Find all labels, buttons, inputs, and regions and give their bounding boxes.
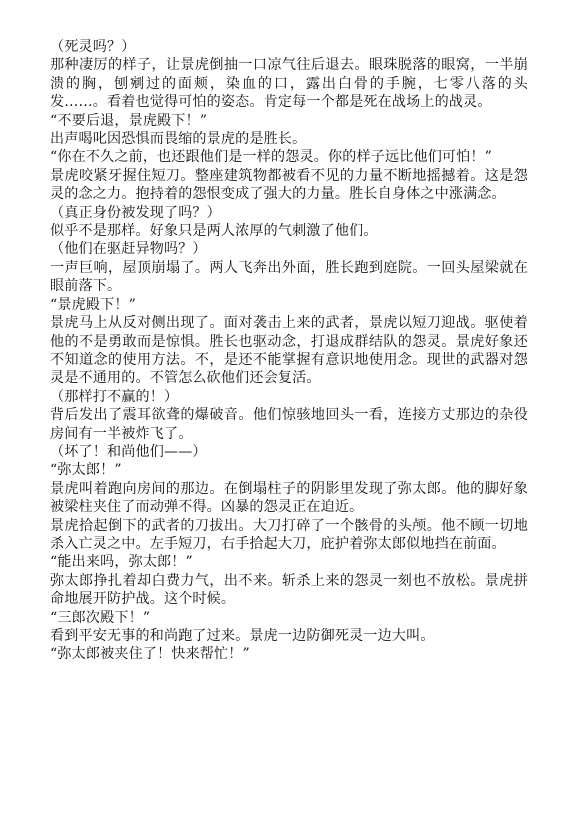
paragraph-23: “弥太郎被夹住了！快来帮忙！” bbox=[50, 646, 250, 663]
paragraph-15: （坏了！和尚他们——） bbox=[50, 443, 207, 460]
paragraph-16: “弥太郎！” bbox=[50, 462, 122, 479]
paragraph-17: 景虎叫着跑向房间的那边。在倒塌柱子的阴影里发现了弥太郎。他的脚好象被梁柱夹住了而动弹不得。凶暴的怨灵正在迫近。 bbox=[50, 480, 528, 516]
paragraph-7: （真正身份被发现了吗？） bbox=[50, 204, 221, 221]
paragraph-20: 弥太郎挣扎着却白费力气，出不来。斩杀上来的怨灵一刻也不放松。景虎拼命地展开防护战。这个时候。 bbox=[50, 572, 528, 608]
paragraph-10: 一声巨响，屋顶崩塌了。两人飞奔出外面，胜长跑到庭院。一回头屋梁就在眼前落下。 bbox=[50, 259, 528, 295]
paragraph-11: “景虎殿下！” bbox=[50, 296, 136, 313]
paragraph-13: （那样打不赢的！） bbox=[50, 388, 179, 405]
paragraph-12: 景虎马上从反对侧出现了。面对袭击上来的武者，景虎以短刀迎战。驱使着他的不是勇敢而是惊惧。胜长也驱动念，打退成群结队的怨灵。景虎好象还不知道念的使用方法。不，是还不能掌握有意识地使用念。现世的武器对怨灵是不通用的。不管怎么砍他们还会复活。 bbox=[50, 315, 528, 387]
paragraph-1: （死灵吗？） bbox=[50, 39, 136, 55]
paragraph-22: 看到平安无事的和尚跑了过来。景虎一边防御死灵一边大叫。 bbox=[50, 628, 435, 644]
paragraph-18: 景虎拾起倒下的武者的刀拔出。大刀打碎了一个骸骨的头颅。他不顾一切地杀入亡灵之中。左手短刀，右手拾起大刀，庇护着弥太郎似地挡在前面。 bbox=[50, 517, 528, 552]
paragraph-4: 出声喝叱因恐惧而畏缩的景虎的是胜长。 bbox=[50, 131, 307, 148]
paragraph-19: “能出来吗，弥太郎！” bbox=[50, 554, 193, 571]
paragraph-5: “你在不久之前，也还跟他们是一样的怨灵。你的样子远比他们可怕！” bbox=[50, 149, 493, 166]
paragraph-8: 似乎不是那样。好象只是两人浓厚的气刺激了他们。 bbox=[50, 223, 378, 240]
paragraph-21: “三郎次殿下！” bbox=[50, 609, 151, 626]
paragraph-14: 背后发出了震耳欲聋的爆破音。他们惊骇地回头一看，连接方丈那边的杂役房间有一半被炸飞了。 bbox=[50, 407, 528, 442]
paragraph-9: （他们在驱赶异物吗？） bbox=[50, 241, 207, 258]
paragraph-3: “不要后退，景虎殿下！” bbox=[50, 112, 208, 129]
paragraph-6: 景虎咬紧牙握住短刀。整座建筑物都被看不见的力量不断地摇撼着。这是怨灵的念之力。抱持着的怨恨变成了强大的力量。胜长自身体之中涨满念。 bbox=[50, 167, 528, 203]
document-page bbox=[50, 38, 528, 664]
paragraph-2: 那种凄厉的样子，让景虎倒抽一口凉气往后退去。眼珠脱落的眼窝，一半崩溃的胸，刨剜过的面颊，染血的口，露出白骨的手腕，七零八落的头发……。看着也觉得可怕的姿态。肯定每一个都是死在战场上的战灵。 bbox=[50, 57, 528, 111]
